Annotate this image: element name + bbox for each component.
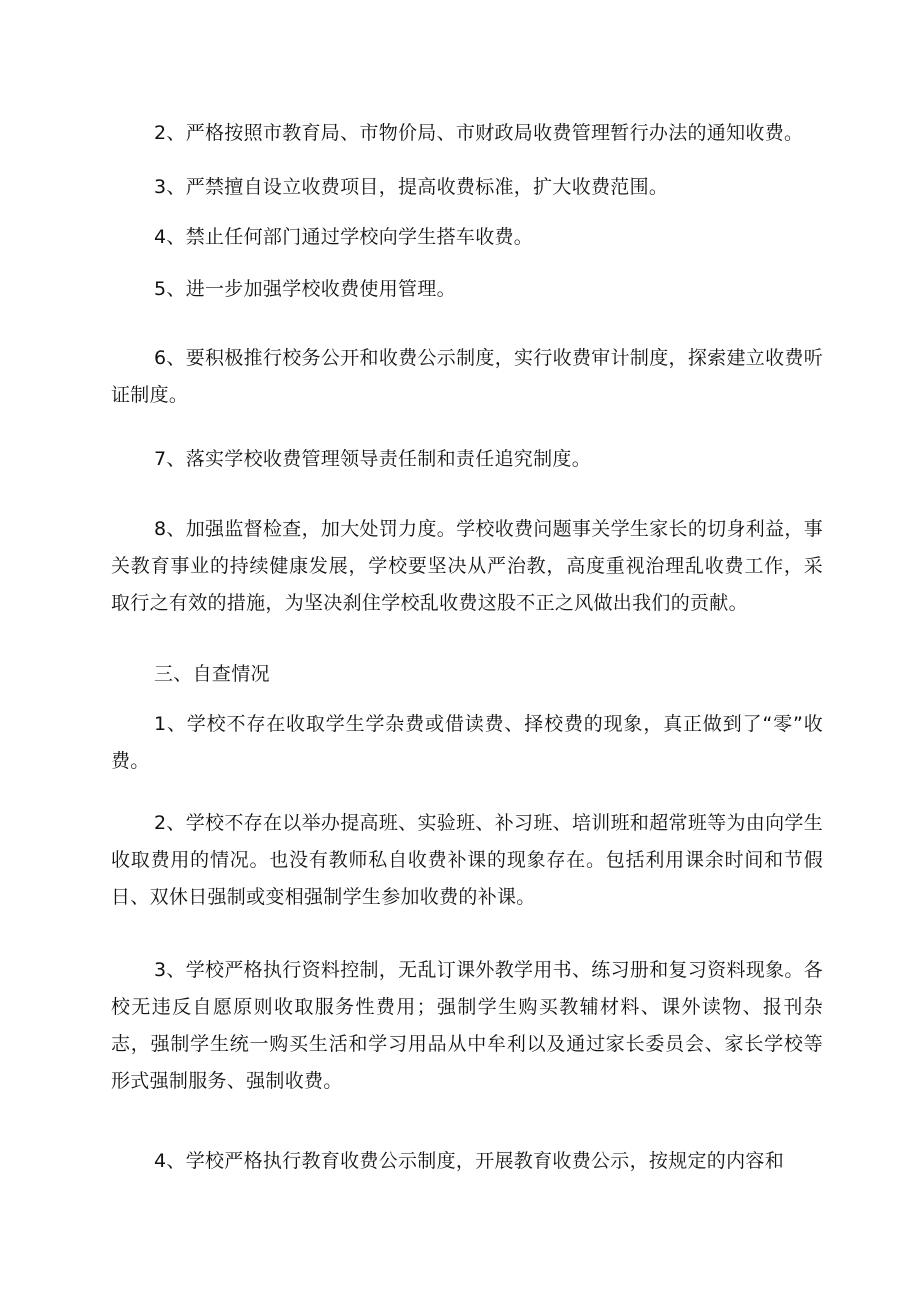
paragraph-item-8-supervision: 8、加强监督检查，加大处罚力度。学校收费问题事关学生家长的切身利益，事关教育事业的持续健康发展，学校要坚决从严治教，高度重视治理乱收费工作，采取行之有效的措施，为坚决刹住学校乱收费这股不正之风做出我们的贡献。: [111, 518, 823, 614]
paragraph-check-2-no-tutoring-fees: 2、学校不存在以举办提高班、实验班、补习班、培训班和超常班等为由向学生收取费用的情况。也没有教师私自收费补课的现象存在。包括利用课余时间和节假日、双休日强制或变相强制学生参加收费的补课。: [111, 812, 823, 908]
paragraph-check-3-materials-control: 3、学校严格执行资料控制，无乱订课外教学用书、练习册和复习资料现象。各校无违反自愿原则收取服务性费用；强制学生购买教辅材料、课外读物、报刊杂志，强制学生统一购买生活和学习用品从中牟利以及通过家长委员会、家长学校等形式强制服务、强制收费。: [111, 959, 823, 1092]
paragraph-check-1-zero-fees: 1、学校不存在收取学生学杂费或借读费、择校费的现象，真正做到了“零”收费。: [111, 713, 823, 772]
paragraph-item-7-responsibility: 7、落实学校收费管理领导责任制和责任追究制度。: [154, 448, 591, 470]
paragraph-check-4-fee-publicity: 4、学校严格执行教育收费公示制度，开展教育收费公示，按规定的内容和: [154, 1150, 784, 1172]
paragraph-item-2-fee-rules: 2、严格按照市教育局、市物价局、市财政局收费管理暂行办法的通知收费。: [154, 122, 804, 144]
paragraph-item-5-fee-management: 5、进一步加强学校收费使用管理。: [154, 278, 456, 300]
paragraph-item-3-no-unauthorized-fees: 3、严禁擅自设立收费项目，提高收费标准，扩大收费范围。: [154, 176, 669, 198]
paragraph-item-4-no-piggyback-fees: 4、禁止任何部门通过学校向学生搭车收费。: [154, 226, 534, 248]
section-heading-self-inspection: 三、自查情况: [154, 663, 270, 685]
paragraph-item-6-fee-publicity: 6、要积极推行校务公开和收费公示制度，实行收费审计制度，探索建立收费听证制度。: [111, 347, 823, 406]
